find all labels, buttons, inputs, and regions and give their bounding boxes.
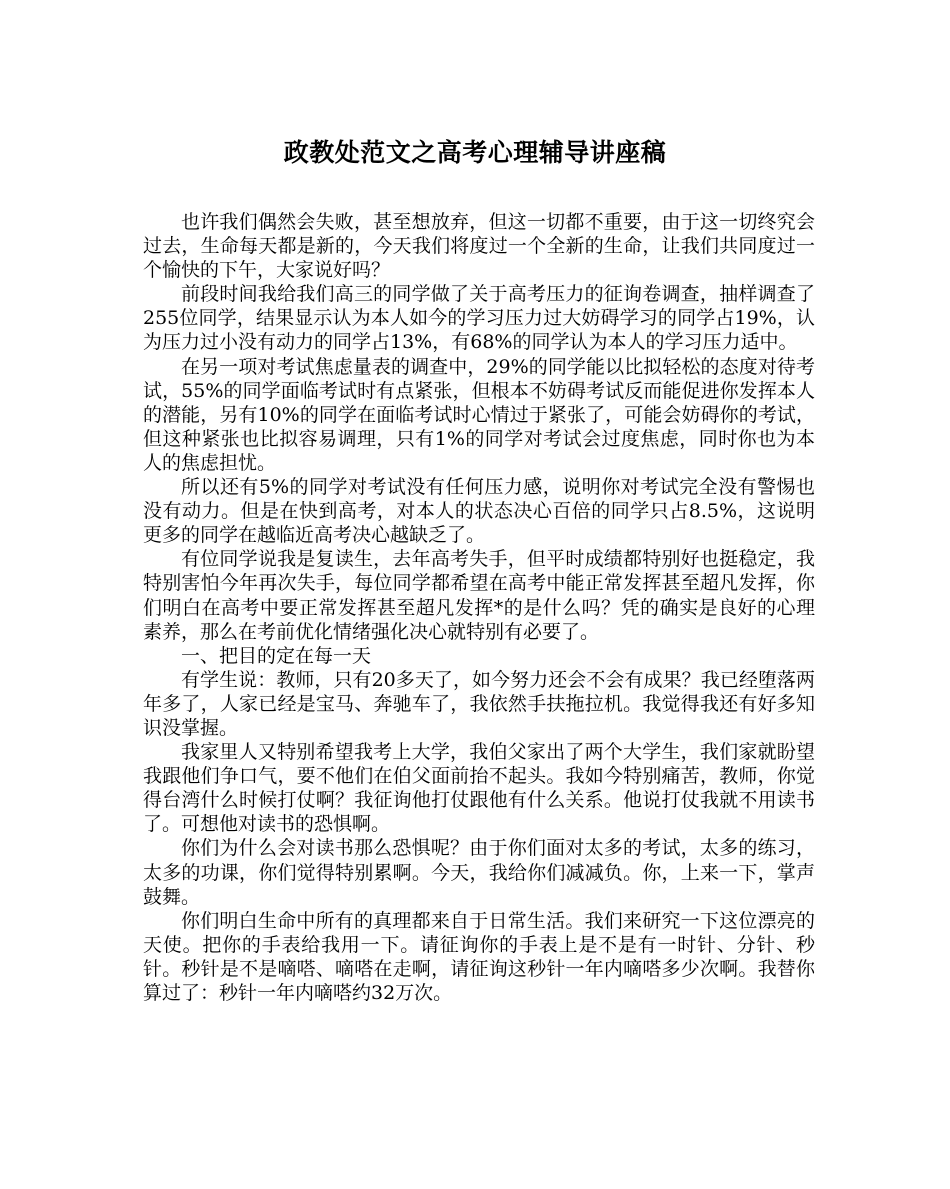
document-body: [143, 210, 815, 1005]
paragraph: 有学生说：教师，只有20多天了，如今努力还会不会有成果？我已经堕落两年多了，人家已经是宝马、奔驰车了，我依然手扶拖拉机。我觉得我还有好多知识没掌握。: [143, 668, 815, 739]
paragraph: 你们明白生命中所有的真理都来自于日常生活。我们来研究一下这位漂亮的天使。把你的手表给我用一下。请征询你的手表上是不是有一时针、分针、秒针。秒针是不是嘀嗒、嘀嗒在走啊，请征询这秒针一年内嘀嗒多少次啊。我替你算过了：秒针一年内嘀嗒约32万次。: [143, 909, 815, 1004]
paragraph: 也许我们偶然会失败，甚至想放弃，但这一切都不重要，由于这一切终究会过去，生命每天都是新的，今天我们将度过一个全新的生命，让我们共同度过一个愉快的下午，大家说好吗？: [143, 211, 815, 282]
paragraph: 有位同学说我是复读生，去年高考失手，但平时成绩都特别好也挺稳定，我特别害怕今年再次失手，每位同学都希望在高考中能正常发挥甚至超凡发挥，你们明白在高考中要正常发挥甚至超凡发挥*的是什么吗？凭的确实是良好的心理素养，那么在考前优化情绪强化决心就特别有必要了。: [143, 548, 815, 643]
paragraph: 我家里人又特别希望我考上大学，我伯父家出了两个大学生，我们家就盼望我跟他们争口气，要不他们在伯父面前抬不起头。我如今特别痛苦，教师，你觉得台湾什么时候打仗啊？我征询他打仗跟他有什么关系。他说打仗我就不用读书了。可想他对读书的恐惧啊。: [143, 741, 815, 836]
paragraph: 在另一项对考试焦虑量表的调查中，29%的同学能以比拟轻松的态度对待考试，55%的同学面临考试时有点紧张，但根本不妨碍考试反而能促进你发挥本人的潜能，另有10%的同学在面临考试时心情过于紧张了，可能会妨碍你的考试，但这种紧张也比拟容易调理，只有1%的同学对考试会过度焦虑，同时你也为本人的焦虑担忧。: [143, 355, 815, 474]
paragraph: 所以还有5%的同学对考试没有任何压力感，说明你对考试完全没有警惕也没有动力。但是在快到高考，对本人的状态决心百倍的同学只占8.5%，这说明更多的同学在越临近高考决心越缺乏了。: [143, 476, 815, 547]
paragraph: 你们为什么会对读书那么恐惧呢？由于你们面对太多的考试，太多的练习，太多的功课，你们觉得特别累啊。今天，我给你们减减负。你，上来一下，掌声鼓舞。: [143, 837, 815, 908]
document-title: 政教处范文之高考心理辅导讲座稿: [283, 138, 667, 167]
section-heading: 一、把目的定在每一天: [181, 644, 372, 667]
paragraph: 前段时间我给我们高三的同学做了关于高考压力的征询卷调查，抽样调查了255位同学，结果显示认为本人如今的学习压力过大妨碍学习的同学占19%，认为压力过小没有动力的同学占13%，有68%的同学认为本人的学习压力适中。: [143, 283, 815, 354]
